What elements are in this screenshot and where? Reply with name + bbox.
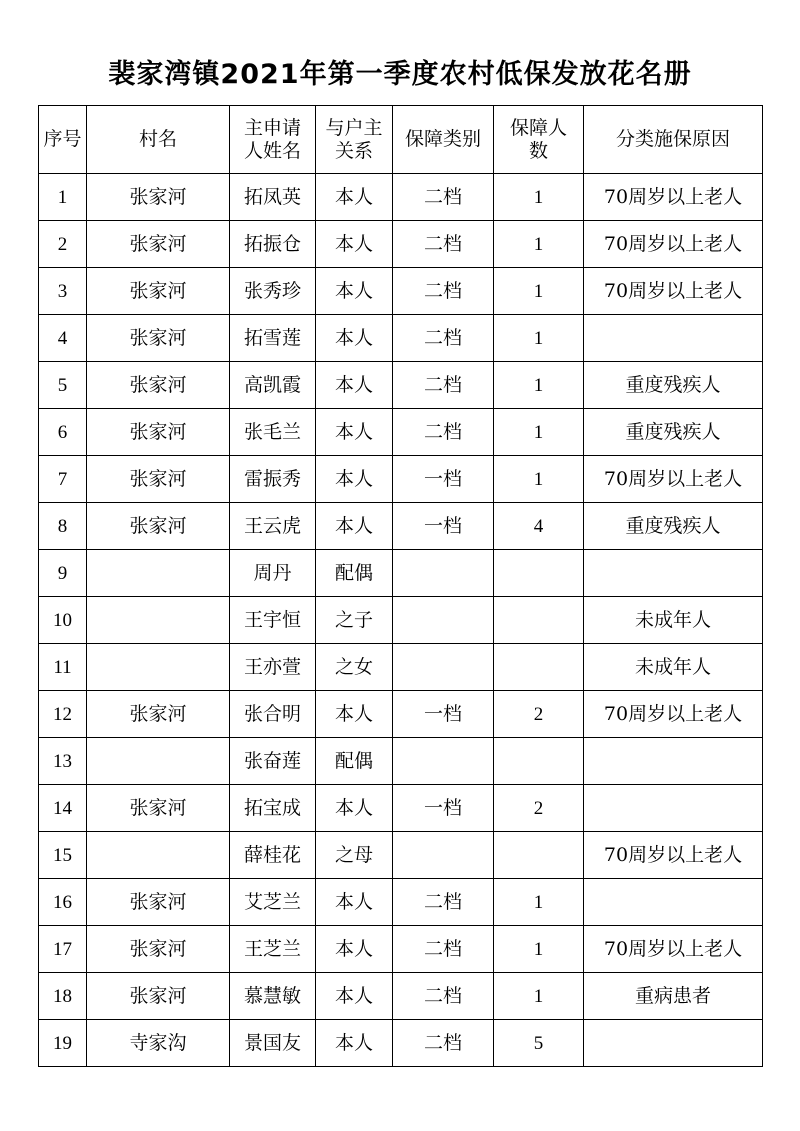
cell-relation: 本人 <box>316 879 393 926</box>
cell-count <box>494 597 584 644</box>
cell-relation: 本人 <box>316 973 393 1020</box>
cell-village <box>87 832 230 879</box>
cell-category: 一档 <box>393 456 494 503</box>
header-row <box>39 106 763 174</box>
cell-applicant: 拓宝成 <box>230 785 316 832</box>
cell-applicant: 王亦萱 <box>230 644 316 691</box>
cell-reason: 70周岁以上老人 <box>584 691 763 738</box>
header-applicant-line: 人姓名 <box>243 139 301 162</box>
cell-category: 二档 <box>393 1020 494 1067</box>
cell-applicant: 雷振秀 <box>230 456 316 503</box>
cell-village: 张家河 <box>87 691 230 738</box>
cell-count: 4 <box>494 503 584 550</box>
cell-count <box>494 832 584 879</box>
cell-index: 19 <box>39 1020 87 1067</box>
cell-count: 1 <box>494 174 584 221</box>
cell-reason: 70周岁以上老人 <box>584 268 763 315</box>
cell-count: 1 <box>494 879 584 926</box>
cell-index: 17 <box>39 926 87 973</box>
cell-count <box>494 738 584 785</box>
cell-count <box>494 644 584 691</box>
header-village-line: 村名 <box>138 128 177 150</box>
cell-applicant: 王云虎 <box>230 503 316 550</box>
cell-category <box>393 832 494 879</box>
cell-category <box>393 597 494 644</box>
cell-relation: 本人 <box>316 926 393 973</box>
cell-applicant: 张奋莲 <box>230 738 316 785</box>
cell-category: 二档 <box>393 926 494 973</box>
cell-reason: 70周岁以上老人 <box>584 832 763 879</box>
cell-reason: 重度残疾人 <box>584 409 763 456</box>
cell-village: 张家河 <box>87 456 230 503</box>
header-reason-line: 分类施保原因 <box>615 128 730 150</box>
cell-relation: 本人 <box>316 174 393 221</box>
cell-count: 1 <box>494 362 584 409</box>
cell-relation: 本人 <box>316 456 393 503</box>
header-count <box>494 106 584 174</box>
cell-index: 15 <box>39 832 87 879</box>
cell-reason <box>584 785 763 832</box>
table-row <box>39 550 763 597</box>
cell-category <box>393 738 494 785</box>
cell-relation: 本人 <box>316 362 393 409</box>
cell-applicant: 王芝兰 <box>230 926 316 973</box>
table-row <box>39 1020 763 1067</box>
cell-count: 1 <box>494 409 584 456</box>
table-row <box>39 879 763 926</box>
cell-category: 二档 <box>393 174 494 221</box>
cell-applicant: 周丹 <box>230 550 316 597</box>
cell-index: 18 <box>39 973 87 1020</box>
table-row <box>39 644 763 691</box>
cell-applicant: 景国友 <box>230 1020 316 1067</box>
cell-village: 张家河 <box>87 879 230 926</box>
header-reason <box>584 106 763 174</box>
table-row <box>39 503 763 550</box>
cell-count: 1 <box>494 973 584 1020</box>
cell-relation: 之母 <box>316 832 393 879</box>
cell-count: 1 <box>494 268 584 315</box>
cell-count: 1 <box>494 315 584 362</box>
cell-relation: 配偶 <box>316 738 393 785</box>
cell-village: 张家河 <box>87 503 230 550</box>
cell-village: 张家河 <box>87 362 230 409</box>
table-row <box>39 738 763 785</box>
header-count-line: 保障人 <box>509 116 567 139</box>
cell-index: 14 <box>39 785 87 832</box>
cell-village: 张家河 <box>87 785 230 832</box>
header-relation-line: 关系 <box>334 139 373 162</box>
cell-village: 张家河 <box>87 926 230 973</box>
cell-index: 9 <box>39 550 87 597</box>
table-row <box>39 362 763 409</box>
cell-category: 二档 <box>393 362 494 409</box>
cell-category: 二档 <box>393 268 494 315</box>
cell-category: 二档 <box>393 315 494 362</box>
cell-reason: 重度残疾人 <box>584 362 763 409</box>
cell-village: 张家河 <box>87 268 230 315</box>
cell-applicant: 拓凤英 <box>230 174 316 221</box>
cell-reason: 未成年人 <box>584 597 763 644</box>
header-category <box>393 106 494 174</box>
cell-index: 4 <box>39 315 87 362</box>
roster-table <box>38 105 763 1067</box>
cell-reason: 重度残疾人 <box>584 503 763 550</box>
cell-relation: 之子 <box>316 597 393 644</box>
cell-count: 1 <box>494 221 584 268</box>
cell-index: 5 <box>39 362 87 409</box>
cell-reason <box>584 879 763 926</box>
cell-reason: 70周岁以上老人 <box>584 221 763 268</box>
cell-applicant: 艾芝兰 <box>230 879 316 926</box>
header-applicant-line: 主申请 <box>243 116 301 139</box>
cell-index: 10 <box>39 597 87 644</box>
cell-category: 一档 <box>393 503 494 550</box>
table-row <box>39 926 763 973</box>
table-row <box>39 315 763 362</box>
cell-village: 张家河 <box>87 409 230 456</box>
cell-category: 一档 <box>393 785 494 832</box>
cell-reason <box>584 1020 763 1067</box>
cell-reason <box>584 315 763 362</box>
cell-count: 2 <box>494 785 584 832</box>
cell-category: 二档 <box>393 973 494 1020</box>
cell-applicant: 张秀珍 <box>230 268 316 315</box>
cell-relation: 本人 <box>316 503 393 550</box>
cell-reason: 70周岁以上老人 <box>584 174 763 221</box>
cell-relation: 本人 <box>316 268 393 315</box>
cell-applicant: 拓振仓 <box>230 221 316 268</box>
cell-village: 张家河 <box>87 174 230 221</box>
cell-applicant: 拓雪莲 <box>230 315 316 362</box>
cell-applicant: 张合明 <box>230 691 316 738</box>
cell-count: 1 <box>494 456 584 503</box>
cell-relation: 本人 <box>316 221 393 268</box>
cell-relation: 本人 <box>316 409 393 456</box>
cell-category: 二档 <box>393 221 494 268</box>
cell-relation: 本人 <box>316 315 393 362</box>
cell-index: 8 <box>39 503 87 550</box>
header-category-line: 保障类别 <box>404 128 481 150</box>
cell-village: 张家河 <box>87 973 230 1020</box>
cell-reason <box>584 738 763 785</box>
cell-relation: 本人 <box>316 691 393 738</box>
cell-category <box>393 644 494 691</box>
header-relation-line: 与户主 <box>325 116 383 139</box>
cell-index: 6 <box>39 409 87 456</box>
cell-count: 5 <box>494 1020 584 1067</box>
cell-category: 二档 <box>393 409 494 456</box>
table-row <box>39 456 763 503</box>
header-index-line: 序号 <box>43 128 82 150</box>
cell-applicant: 高凯霞 <box>230 362 316 409</box>
cell-category: 二档 <box>393 879 494 926</box>
cell-reason: 70周岁以上老人 <box>584 456 763 503</box>
cell-index: 3 <box>39 268 87 315</box>
header-index <box>39 106 87 174</box>
cell-relation: 配偶 <box>316 550 393 597</box>
cell-village <box>87 597 230 644</box>
cell-relation: 之女 <box>316 644 393 691</box>
cell-village <box>87 738 230 785</box>
table-row <box>39 785 763 832</box>
cell-index: 16 <box>39 879 87 926</box>
cell-relation: 本人 <box>316 785 393 832</box>
header-count-line: 数 <box>528 139 548 162</box>
cell-count: 1 <box>494 926 584 973</box>
cell-applicant: 慕慧敏 <box>230 973 316 1020</box>
table-row <box>39 268 763 315</box>
header-village <box>87 106 230 174</box>
cell-applicant: 张毛兰 <box>230 409 316 456</box>
roster-body <box>39 174 763 1067</box>
cell-reason: 重病患者 <box>584 973 763 1020</box>
cell-village: 寺家沟 <box>87 1020 230 1067</box>
cell-index: 12 <box>39 691 87 738</box>
cell-reason <box>584 550 763 597</box>
cell-applicant: 王宇恒 <box>230 597 316 644</box>
table-row <box>39 691 763 738</box>
cell-relation: 本人 <box>316 1020 393 1067</box>
cell-village <box>87 550 230 597</box>
cell-index: 1 <box>39 174 87 221</box>
cell-village: 张家河 <box>87 221 230 268</box>
table-row <box>39 597 763 644</box>
cell-index: 7 <box>39 456 87 503</box>
cell-category: 一档 <box>393 691 494 738</box>
cell-category <box>393 550 494 597</box>
cell-village: 张家河 <box>87 315 230 362</box>
header-applicant <box>230 106 316 174</box>
table-row <box>39 221 763 268</box>
page-title: 裴家湾镇2021年第一季度农村低保发放花名册 <box>108 59 692 90</box>
cell-reason: 未成年人 <box>584 644 763 691</box>
cell-applicant: 薛桂花 <box>230 832 316 879</box>
cell-index: 2 <box>39 221 87 268</box>
table-row <box>39 973 763 1020</box>
table-row <box>39 174 763 221</box>
cell-village <box>87 644 230 691</box>
cell-count <box>494 550 584 597</box>
cell-count: 2 <box>494 691 584 738</box>
header-relation <box>316 106 393 174</box>
table-row <box>39 409 763 456</box>
cell-reason: 70周岁以上老人 <box>584 926 763 973</box>
table-row <box>39 832 763 879</box>
cell-index: 13 <box>39 738 87 785</box>
cell-index: 11 <box>39 644 87 691</box>
